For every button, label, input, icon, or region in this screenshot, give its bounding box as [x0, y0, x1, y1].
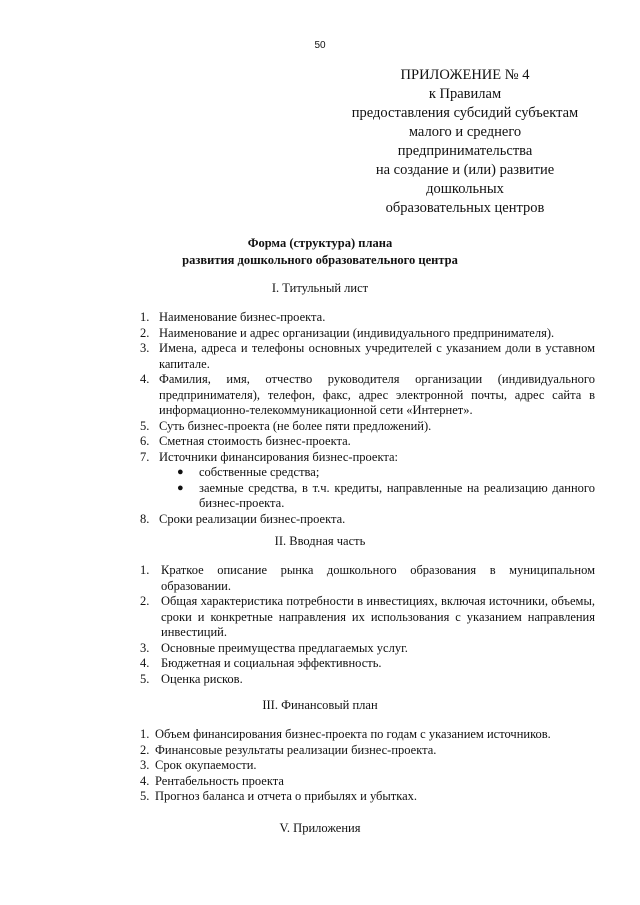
section-list [140, 563, 595, 687]
list-item [140, 341, 595, 372]
list-item [140, 789, 595, 805]
item-text: Прогноз баланса и отчета о прибылях и убытках. [155, 789, 418, 803]
item-number: 4. [140, 656, 150, 670]
bullet-icon: ● [177, 466, 184, 478]
list-item [140, 563, 595, 594]
list-item [140, 774, 595, 790]
section-heading: I. Титульный лист [271, 281, 369, 295]
item-number: 4. [140, 773, 150, 788]
list-item [140, 594, 595, 641]
appendix-header-line: предоставления субсидий субъектам [351, 105, 579, 121]
sub-item-text: заемные средства, в т.ч. кредиты, направленные на реализацию данного бизнес-проекта. [199, 480, 595, 510]
item-number: 1. [140, 563, 150, 577]
list-item [140, 326, 595, 342]
sub-list-item [159, 465, 595, 481]
item-text: Бюджетная и социальная эффективность. [161, 656, 382, 670]
item-text: Краткое описание рынка дошкольного образования в муниципальном образовании. [161, 563, 595, 593]
section-heading: V. Приложения [279, 821, 361, 835]
item-number: 2. [140, 325, 150, 340]
item-text: Фамилия, имя, отчество руководителя организации (индивидуального предпринимателя), телефон, факс, адрес электронной почты, адрес сайта в информационно-телекоммуникационной сети «Интернет». [159, 372, 595, 417]
appendix-header-line: малого и среднего [408, 124, 522, 140]
item-number: 8. [140, 511, 150, 526]
list-item [140, 512, 595, 528]
item-text: Источники финансирования бизнес-проекта: [159, 449, 399, 464]
item-number: 7. [140, 449, 150, 464]
item-text: Рентабельность проекта [155, 773, 284, 788]
list-item [140, 672, 595, 688]
item-text: Сметная стоимость бизнес-проекта. [159, 434, 351, 448]
item-text: Имена, адреса и телефоны основных учредителей с указанием доли в уставном капитале. [159, 341, 595, 371]
section-heading: II. Вводная часть [274, 534, 366, 548]
list-item [140, 310, 595, 326]
item-text: Оценка рисков. [161, 671, 243, 686]
list-item [140, 758, 595, 774]
item-number: 3. [140, 640, 150, 655]
appendix-header-line: на создание и (или) развитие [375, 162, 555, 178]
appendix-header-line: ПРИЛОЖЕНИЕ № 4 [400, 67, 530, 83]
sub-list-item [159, 481, 595, 512]
appendix-header-line: к Правилам [428, 86, 502, 102]
item-number: 1. [140, 310, 150, 324]
appendix-header [330, 66, 600, 218]
page-number: 50 [314, 40, 326, 51]
list-item [140, 419, 595, 435]
sub-item-text: собственные средства; [199, 465, 320, 479]
list-item [140, 743, 595, 759]
item-text: Основные преимущества предлагаемых услуг. [161, 640, 408, 655]
appendix-header-line: предпринимательства [397, 143, 533, 159]
section-list [140, 310, 595, 527]
form-title-line: развития дошкольного образовательного центра [182, 253, 458, 267]
item-number: 5. [140, 671, 150, 686]
item-number: 5. [140, 789, 150, 803]
item-number: 2. [140, 742, 150, 757]
section-heading: III. Финансовый план [262, 698, 378, 712]
list-item [140, 372, 595, 419]
section-list [140, 727, 595, 805]
form-title [40, 235, 600, 269]
item-number: 3. [140, 341, 150, 355]
item-text: Срок окупаемости. [155, 758, 257, 772]
item-text: Финансовые результаты реализации бизнес-проекта. [155, 742, 437, 757]
list-item [140, 727, 595, 743]
item-number: 3. [140, 758, 150, 772]
item-text: Сроки реализации бизнес-проекта. [159, 511, 346, 526]
form-title-line: Форма (структура) плана [247, 236, 393, 250]
list-item [140, 656, 595, 672]
item-text: Наименование бизнес-проекта. [159, 310, 326, 324]
appendix-header-line: образовательных центров [385, 200, 545, 216]
item-number: 6. [140, 434, 150, 448]
item-number: 1. [140, 727, 150, 741]
sub-list [159, 465, 595, 512]
appendix-header-line: дошкольных [426, 181, 504, 197]
item-text: Общая характеристика потребности в инвестициях, включая источники, объемы, сроки и конкретные направления их использования с указанием направления инвестиций. [161, 594, 595, 639]
item-number: 2. [140, 594, 150, 608]
list-item [140, 434, 595, 450]
bullet-icon: ● [177, 481, 184, 494]
item-text: Объем финансирования бизнес-проекта по годам с указанием источников. [155, 727, 551, 741]
item-text: Наименование и адрес организации (индивидуального предпринимателя). [159, 325, 555, 340]
item-number: 5. [140, 418, 150, 433]
item-text: Суть бизнес-проекта (не более пяти предложений). [159, 418, 432, 433]
list-item [140, 641, 595, 657]
item-number: 4. [140, 372, 150, 386]
list-item [140, 450, 595, 512]
